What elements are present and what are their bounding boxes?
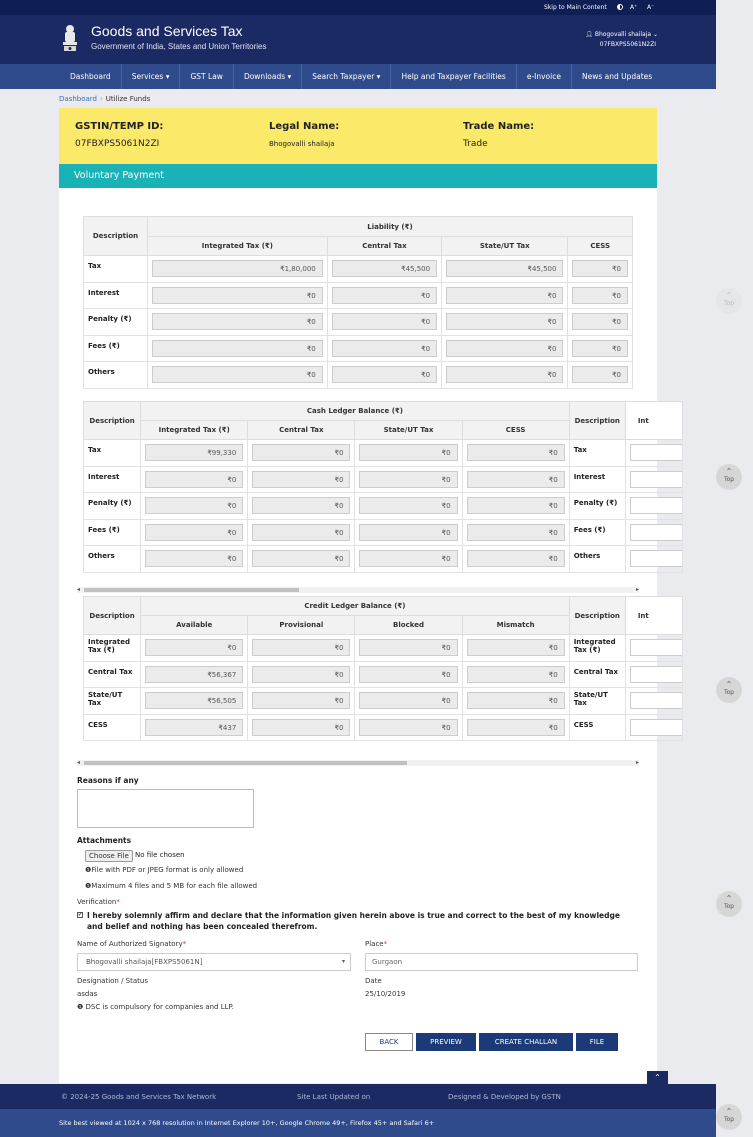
section-title: Voluntary Payment	[59, 164, 657, 188]
amount-field	[630, 639, 682, 656]
credit-group-header: Credit Ledger Balance (₹)	[141, 597, 570, 616]
amount-field: ₹0	[572, 366, 628, 383]
table-row	[84, 688, 683, 715]
info-icon: ❶	[85, 882, 92, 890]
table-row	[84, 362, 633, 389]
site-subtitle: Government of India, States and Union Territories	[91, 42, 267, 51]
table-row	[84, 440, 683, 467]
amount-field: ₹0	[145, 471, 243, 488]
table-row	[84, 493, 683, 520]
amount-field: ₹99,330	[145, 444, 243, 461]
required-marker: *	[182, 940, 187, 948]
browser-note-text: Site best viewed at 1024 x 768 resolution in Internet Explorer 10+, Google Chrome 49+, Firefox 45+ and Safari 6+	[59, 1119, 435, 1127]
scroll-up-icon[interactable]: ⌃	[647, 1071, 668, 1085]
nav-search-taxpayer[interactable]: Search Taxpayer ▾	[302, 64, 391, 89]
table-row	[84, 546, 683, 573]
top-button[interactable]	[716, 288, 742, 314]
amount-field: ₹0	[252, 719, 350, 736]
amount-field: ₹0	[332, 287, 437, 304]
amount-field: ₹0	[252, 524, 350, 541]
place-input[interactable]: Gurgaon	[365, 953, 638, 971]
designation-value: asdas	[77, 990, 98, 998]
amount-field: ₹0	[145, 497, 243, 514]
skip-to-main-link[interactable]: Skip to Main Content	[544, 4, 607, 11]
scroll-thumb[interactable]	[84, 761, 407, 765]
nav-dashboard[interactable]: Dashboard	[60, 64, 122, 89]
site-title[interactable]: Goods and Services Tax	[91, 23, 243, 39]
verification-label-text: Verification	[77, 898, 117, 906]
amount-field	[630, 444, 682, 461]
cash-ledger-scrollbar[interactable]	[77, 587, 639, 593]
cash-right-partial-header: Int	[625, 402, 682, 440]
file-size-note	[85, 882, 257, 890]
file-size-note-text: Maximum 4 files and 5 MB for each file allowed	[91, 882, 258, 890]
footer	[0, 1084, 716, 1109]
amount-field: ₹0	[467, 639, 565, 656]
row-desc: Central Tax	[84, 661, 141, 688]
amount-field: ₹0	[467, 471, 565, 488]
credit-ledger-table	[83, 596, 683, 741]
top-button[interactable]	[716, 1104, 742, 1130]
breadcrumb	[59, 95, 150, 103]
amount-field: ₹0	[152, 313, 323, 330]
credit-col-available: Available	[141, 616, 248, 635]
date-label: Date	[365, 977, 382, 985]
amount-field	[630, 719, 682, 736]
table-row	[84, 309, 633, 336]
cash-col-igst: Integrated Tax (₹)	[141, 421, 248, 440]
file-status: No file chosen	[135, 851, 185, 859]
amount-field: ₹0	[252, 666, 350, 683]
contrast-toggle-icon[interactable]	[617, 4, 623, 10]
cash-ledger-scroll[interactable]	[83, 401, 649, 577]
declaration-checkbox[interactable]: ✔	[78, 912, 83, 918]
amount-field: ₹0	[152, 340, 323, 357]
credit-desc-header: Description	[84, 597, 141, 635]
credit-ledger-scroll[interactable]	[83, 596, 649, 748]
declaration-text: I hereby solemnly affirm and declare that the information given herein above is true and correct to the best of my knowledge and belief and nothing has been concealed therefrom.	[87, 911, 620, 931]
trade-name-value: Trade	[463, 139, 488, 149]
cash-col-cess: CESS	[462, 421, 569, 440]
amount-field: ₹0	[359, 719, 457, 736]
amount-field: ₹1,80,000	[152, 260, 323, 277]
footer-designed-by: Designed & Developed by GSTN	[448, 1093, 561, 1101]
breadcrumb-dashboard[interactable]: Dashboard	[59, 95, 97, 103]
choose-file-button[interactable]: Choose File	[85, 850, 133, 862]
top-button[interactable]	[716, 891, 742, 917]
nav-downloads[interactable]: Downloads ▾	[234, 64, 302, 89]
nav-e-invoice[interactable]: e-Invoice	[517, 64, 572, 89]
amount-field: ₹0	[252, 471, 350, 488]
required-marker: *	[116, 898, 120, 906]
taxpayer-info-bar	[59, 108, 657, 164]
signatory-label-text: Name of Authorized Signatory	[77, 940, 183, 948]
info-icon: ❶	[85, 866, 92, 874]
chevron-down-icon: ▾	[341, 958, 345, 965]
row-desc: Tax	[84, 440, 141, 467]
amount-field: ₹0	[145, 639, 243, 656]
row-desc: Others	[84, 546, 141, 573]
top-utility-bar	[0, 0, 716, 15]
verification-label	[77, 898, 120, 906]
top-button-label: Top	[723, 476, 735, 483]
row-desc: CESS	[84, 714, 141, 741]
place-label-text: Place	[365, 940, 384, 948]
liability-col-igst: Integrated Tax (₹)	[148, 237, 328, 256]
top-button-label: Top	[723, 1116, 735, 1123]
font-decrease-button[interactable]: A⁻	[647, 4, 655, 11]
dsc-note	[77, 1003, 234, 1011]
chevron-up-icon: ⌃	[725, 894, 733, 903]
row-desc: State/UT Tax	[569, 688, 625, 715]
nav-news[interactable]: News and Updates	[581, 72, 653, 81]
scroll-left-icon[interactable]: ◂	[77, 759, 81, 766]
cash-col-cgst: Central Tax	[248, 421, 355, 440]
create-challan-button[interactable]: CREATE CHALLAN	[479, 1033, 573, 1051]
credit-right-desc-header: Description	[569, 597, 625, 635]
amount-field: ₹0	[467, 444, 565, 461]
credit-col-provisional: Provisional	[248, 616, 355, 635]
liability-col-cess: CESS	[568, 237, 633, 256]
amount-field: ₹0	[446, 340, 563, 357]
cash-group-header: Cash Ledger Balance (₹)	[141, 402, 570, 421]
legal-name-value: Bhogovalli shailaja	[269, 140, 335, 148]
amount-field: ₹0	[446, 287, 563, 304]
signatory-select[interactable]	[77, 953, 351, 971]
amount-field: ₹0	[467, 692, 565, 709]
amount-field: ₹0	[359, 639, 457, 656]
row-desc: Interest	[84, 466, 141, 493]
table-row	[84, 714, 683, 741]
date-value: 25/10/2019	[365, 990, 406, 998]
row-desc: Tax	[569, 440, 625, 467]
amount-field: ₹45,500	[446, 260, 563, 277]
amount-field: ₹56,367	[145, 666, 243, 683]
liability-col-cgst: Central Tax	[327, 237, 441, 256]
amount-field: ₹0	[446, 313, 563, 330]
amount-field: ₹56,505	[145, 692, 243, 709]
site-header	[0, 15, 716, 64]
signatory-label	[77, 940, 186, 948]
liability-table	[83, 216, 633, 389]
info-icon: ❶	[77, 1003, 86, 1011]
user-name: Bhogovalli shailaja	[594, 31, 652, 38]
credit-col-mismatch: Mismatch	[462, 616, 569, 635]
amount-field: ₹0	[252, 497, 350, 514]
amount-field: ₹0	[252, 444, 350, 461]
row-desc: Others	[569, 546, 625, 573]
preview-button[interactable]: PREVIEW	[416, 1033, 476, 1051]
amount-field: ₹0	[467, 497, 565, 514]
amount-field: ₹0	[152, 287, 323, 304]
row-desc: Tax	[84, 256, 148, 283]
scroll-right-icon[interactable]: ▸	[635, 759, 639, 766]
amount-field: ₹0	[467, 524, 565, 541]
cash-right-desc-header: Description	[569, 402, 625, 440]
top-button-label: Top	[723, 689, 735, 696]
liability-desc-header: Description	[84, 217, 148, 256]
credit-col-blocked: Blocked	[355, 616, 462, 635]
user-gstin: 07FBXPS5061N2ZI	[599, 41, 656, 48]
amount-field: ₹0	[467, 550, 565, 567]
amount-field: ₹0	[359, 471, 457, 488]
footer-copyright: © 2024-25 Goods and Services Tax Network	[61, 1093, 217, 1101]
amount-field: ₹0	[359, 692, 457, 709]
user-menu[interactable]	[585, 31, 658, 38]
reasons-textarea[interactable]	[77, 789, 254, 828]
breadcrumb-separator: ›	[99, 95, 103, 103]
gstin-label: GSTIN/TEMP ID:	[75, 121, 164, 132]
cash-desc-header: Description	[84, 402, 141, 440]
row-desc: Others	[84, 362, 148, 389]
designation-label: Designation / Status	[77, 977, 148, 985]
amount-field: ₹0	[332, 340, 437, 357]
row-desc: Integrated Tax (₹)	[84, 635, 141, 662]
amount-field	[630, 471, 682, 488]
amount-field: ₹0	[252, 639, 350, 656]
nav-services[interactable]: Services ▾	[122, 64, 181, 89]
amount-field	[630, 550, 682, 567]
row-desc: Penalty (₹)	[569, 493, 625, 520]
row-desc: Fees (₹)	[84, 519, 141, 546]
nav-gst-law[interactable]: GST Law	[180, 64, 233, 89]
amount-field: ₹0	[446, 366, 563, 383]
amount-field: ₹0	[359, 666, 457, 683]
amount-field: ₹0	[332, 313, 437, 330]
chevron-up-icon: ⌃	[725, 680, 733, 689]
amount-field: ₹0	[467, 666, 565, 683]
table-row	[84, 335, 633, 362]
dsc-note-text: DSC is compulsory for companies and LLP.	[85, 1003, 234, 1011]
amount-field: ₹45,500	[332, 260, 437, 277]
breadcrumb-current: Utilize Funds	[105, 95, 151, 103]
row-desc: Fees (₹)	[84, 335, 148, 362]
amount-field: ₹0	[572, 260, 628, 277]
top-button[interactable]	[716, 464, 742, 490]
amount-field: ₹0	[359, 550, 457, 567]
row-desc: Fees (₹)	[569, 519, 625, 546]
gstin-value: 07FBXPS5061N2ZI	[75, 139, 160, 149]
chevron-up-icon: ⌃	[725, 1107, 733, 1116]
amount-field: ₹0	[359, 497, 457, 514]
amount-field	[630, 666, 682, 683]
row-desc: Interest	[569, 466, 625, 493]
amount-field: ₹0	[145, 524, 243, 541]
reasons-label: Reasons if any	[77, 776, 139, 785]
footer-last-updated: Site Last Updated on	[297, 1093, 371, 1101]
liability-col-sgst: State/UT Tax	[442, 237, 568, 256]
file-format-note	[85, 866, 243, 874]
national-emblem-logo[interactable]	[60, 23, 80, 55]
top-button-label: Top	[723, 903, 735, 910]
amount-field: ₹0	[145, 550, 243, 567]
user-icon: 👤︎	[585, 31, 593, 38]
scroll-thumb[interactable]	[84, 588, 299, 592]
scroll-right-icon[interactable]: ▸	[635, 586, 639, 593]
table-row	[84, 466, 683, 493]
cash-ledger-table	[83, 401, 683, 573]
row-desc: Penalty (₹)	[84, 309, 148, 336]
amount-field: ₹0	[572, 287, 628, 304]
chevron-up-icon: ⌃	[725, 291, 733, 300]
amount-field: ₹0	[359, 524, 457, 541]
amount-field: ₹0	[359, 444, 457, 461]
credit-ledger-scrollbar[interactable]	[77, 760, 639, 766]
amount-field	[630, 497, 682, 514]
required-marker: *	[383, 940, 388, 948]
credit-right-partial-header: Int	[625, 597, 682, 635]
signatory-selected-value: Bhogovalli shailaja[FBXPS5061N]	[86, 958, 203, 966]
amount-field: ₹0	[467, 719, 565, 736]
amount-field: ₹0	[572, 340, 628, 357]
table-row	[84, 282, 633, 309]
row-desc: CESS	[569, 714, 625, 741]
footer-browser-note	[0, 1109, 716, 1137]
back-button[interactable]: BACK	[365, 1033, 413, 1051]
table-row	[84, 661, 683, 688]
amount-field: ₹0	[152, 366, 323, 383]
amount-field	[630, 524, 682, 541]
top-button-label: Top	[723, 300, 735, 307]
place-label	[365, 940, 387, 948]
chevron-up-icon: ⌃	[725, 467, 733, 476]
file-format-note-text: File with PDF or JPEG format is only allowed	[91, 866, 244, 874]
scroll-left-icon[interactable]: ◂	[77, 586, 81, 593]
nav-help[interactable]: Help and Taxpayer Facilities	[391, 64, 516, 89]
amount-field: ₹0	[572, 313, 628, 330]
table-row	[84, 519, 683, 546]
table-row	[84, 256, 633, 283]
cash-col-sgst: State/UT Tax	[355, 421, 462, 440]
file-button[interactable]: FILE	[576, 1033, 618, 1051]
row-desc: Integrated Tax (₹)	[569, 635, 625, 662]
row-desc: Interest	[84, 282, 148, 309]
legal-name-label: Legal Name:	[269, 121, 340, 132]
top-button[interactable]	[716, 677, 742, 703]
main-content	[59, 108, 657, 1083]
amount-field	[630, 692, 682, 709]
amount-field: ₹0	[252, 550, 350, 567]
liability-group-header: Liability (₹)	[148, 217, 633, 237]
amount-field: ₹0	[332, 366, 437, 383]
attachments-label: Attachments	[77, 836, 132, 845]
table-row	[84, 635, 683, 662]
font-increase-button[interactable]: A⁺	[630, 4, 638, 11]
amount-field: ₹437	[145, 719, 243, 736]
chevron-down-icon: ⌄	[652, 31, 658, 38]
row-desc: State/UT Tax	[84, 688, 141, 715]
amount-field: ₹0	[252, 692, 350, 709]
row-desc: Penalty (₹)	[84, 493, 141, 520]
trade-name-label: Trade Name:	[463, 121, 535, 132]
main-nav	[0, 64, 716, 89]
row-desc: Central Tax	[569, 661, 625, 688]
